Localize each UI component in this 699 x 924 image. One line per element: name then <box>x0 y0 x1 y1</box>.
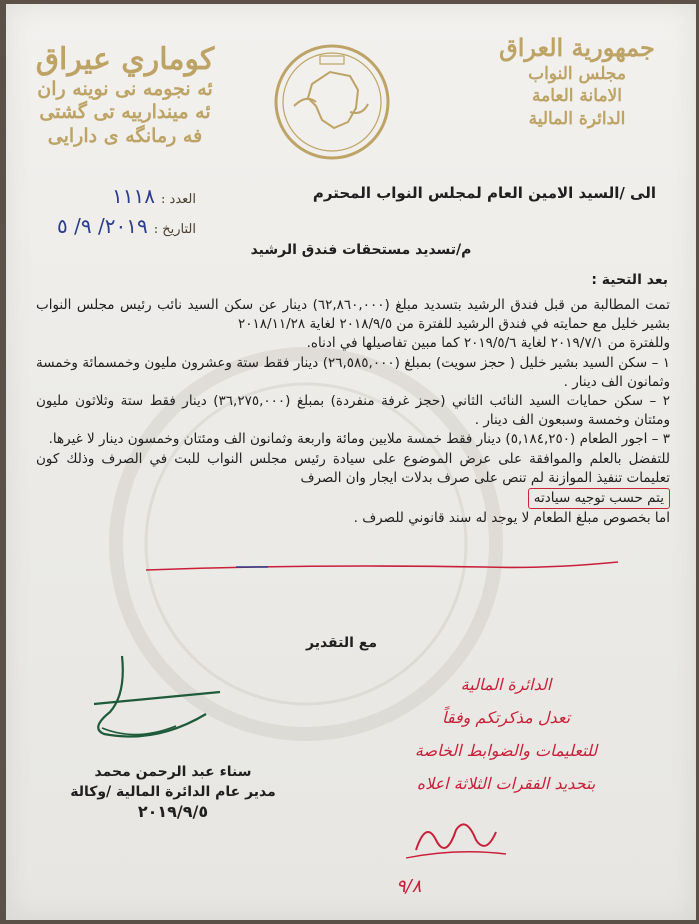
date-label: التاريخ : <box>153 222 196 237</box>
annotation-line1: الدائرة المالية <box>460 675 552 694</box>
annotation-line2: تعدل مذكرتكم وفقاً <box>441 708 571 727</box>
paragraph-food: اما بخصوص مبلغ الطعام لا يوجد له سند قانوني للصرف . <box>353 510 670 527</box>
annotation-line3: للتعليمات والضوابط الخاصة <box>414 741 598 760</box>
annotation-line4: بتحديد الفقرات الثلاثة اعلاه <box>416 774 596 793</box>
closing: مع التقدير <box>306 635 378 651</box>
annotation-date: ٩/٨ <box>396 876 422 897</box>
signer-title: مدير عام الدائرة المالية /وكالة <box>70 784 276 800</box>
header-arabic-line3: الامانة العامة <box>532 86 622 107</box>
paragraph-1: تمت المطالبة من قبل فندق الرشيد بتسديد مبلغ (٦٢,٨٦٠,٠٠٠) دينار عن سكن السيد نائب رئيس مجلس النواب بشير خليل مع حمايته في فندق الرشيد للفترة من ٢٠١٨/٩/٥ لغاية ٢٠١٨/١١/٢٨ <box>36 297 670 333</box>
paragraph-item-2: ٢ – سكن حمايات السيد النائب الثاني (حجز غرفة منفردة) بمبلغ (٣٦,٢٧٥,٠٠٠) دينار فقط ستة وثلاثون مليون ومئتان وخمسة وسبعون الف دينار . <box>36 393 671 429</box>
header-kurdish-line2: ئه نجومه نى نوينه ران <box>37 77 213 100</box>
addressee: الى /السيد الامين العام لمجلس النواب المحترم <box>312 184 656 202</box>
paragraph-item-1: ١ – سكن السيد بشير خليل ( حجز سويت) بمبلغ (٢٦,٥٨٥,٠٠٠) دينار فقط ستة وعشرون مليون وخمسمائة وخمسة وثمانون الف دينار . <box>36 354 670 390</box>
annotation-signature-mark <box>396 810 516 870</box>
greeting: بعد التحية : <box>591 272 668 288</box>
header-arabic-line4: الدائرة المالية <box>528 108 626 129</box>
date-value: ٢٠١٩/ ٩/ ٥ <box>57 214 148 238</box>
paragraph-request: للتفضل بالعلم والموافقة على عرض الموضوع على سيادة رئيس مجلس النواب للبت في الصرف وذلك كون تعليمات تنفيذ الموازنة لم تنص على صرف بدلات ايجار وان الصرف <box>36 450 670 486</box>
header-arabic-line1: جمهورية العراق <box>499 33 655 62</box>
signer-block <box>28 762 318 822</box>
header-kurdish-line3: ئه ميندارييه تى گشتى <box>39 101 211 124</box>
number-value: ١١١٨ <box>112 184 156 208</box>
boxed-phrase: يتم حسب توجيه سيادته <box>528 488 670 509</box>
document-page <box>6 4 696 920</box>
number-label: العدد : <box>161 192 196 207</box>
subject-line: م/تسديد مستحقات فندق الرشيد <box>250 242 472 258</box>
paragraph-item-3: ٣ – اجور الطعام (٥,١٨٤,٢٥٠) دينار فقط خمسة ملايين ومائة واربعة وثمانون الف ومئتان وخمسون دينار لا غيرها. <box>48 431 670 448</box>
signer-date: ٢٠١٩/٩/٥ <box>137 802 209 821</box>
paragraph-2: وللفترة من ٢٠١٩/٧/١ لغاية ٢٠١٩/٥/٦ كما مبين تفاصيلها في ادناه. <box>306 335 670 352</box>
header-arabic-line2: مجلس النواب <box>528 63 626 84</box>
header-kurdish-line1: كوماري عيراق <box>35 42 215 77</box>
handwritten-annotation <box>356 668 656 903</box>
header-kurdish-line4: فه رمانگه ى دارايى <box>47 125 203 148</box>
signer-name: سناء عبد الرحمن محمد <box>94 764 252 780</box>
